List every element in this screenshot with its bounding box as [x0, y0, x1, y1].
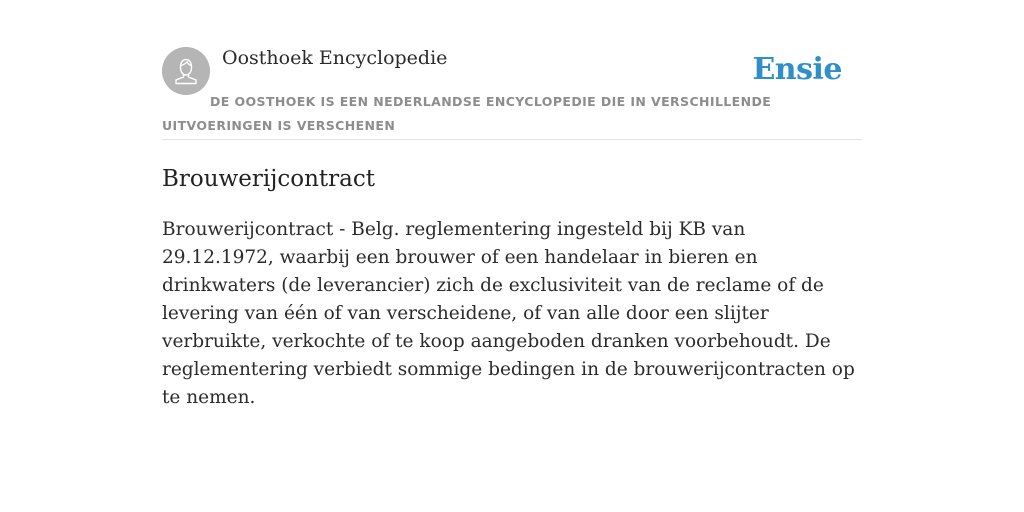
article-title: Brouwerijcontract	[162, 166, 375, 192]
source-tagline: DE OOSTHOEK IS EEN NEDERLANDSE ENCYCLOPEDIE DIE IN VERSCHILLENDE UITVOERINGEN IS VERSCHENEN	[162, 94, 772, 133]
source-header	[162, 46, 862, 140]
user-silhouette-icon[interactable]	[162, 47, 210, 95]
source-name[interactable]: Oosthoek Encyclopedie	[222, 47, 448, 69]
content-wrapper	[162, 46, 862, 408]
brand-logo[interactable]: Ensie	[752, 52, 842, 87]
article-body: Brouwerijcontract - Belg. reglementering ingesteld bij KB van 29.12.1972, waarbij een brouwer of een handelaar in bieren en drinkwaters (de leverancier) zich de exclusiviteit van de reclame of de levering van één of van verscheidene, of van alle door een slijter verbruikte, verkochte of te koop aangeboden dranken voorbehoudt. De reglementering verbiedt sommige bedingen in de brouwerijcontracten op te nemen.	[162, 219, 855, 408]
